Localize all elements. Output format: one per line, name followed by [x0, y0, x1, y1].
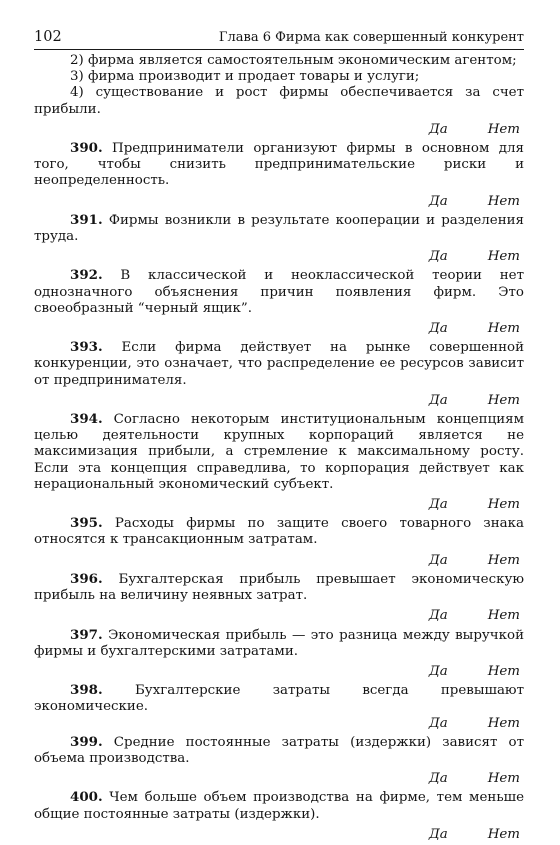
question-397 [34, 627, 524, 660]
answer-yes: Да [428, 392, 448, 408]
question-399 [34, 734, 524, 767]
question-394 [34, 411, 524, 493]
answer-yes: Да [428, 771, 448, 787]
answer-no: Нет [487, 249, 520, 265]
question-number: 399. [70, 733, 103, 750]
question-number: 395. [70, 515, 103, 532]
answer-options [34, 827, 524, 843]
answer-no: Нет [487, 193, 520, 209]
question-number: 393. [70, 339, 103, 356]
question-390 [34, 140, 524, 190]
answer-yes: Да [428, 715, 448, 731]
answer-options [34, 393, 524, 409]
answer-options [34, 553, 524, 569]
question-number: 394. [70, 411, 103, 428]
page-number: 102 [34, 29, 62, 45]
question-number: 391. [70, 211, 103, 228]
answer-options [34, 608, 524, 624]
answer-no: Нет [487, 826, 520, 842]
list-item: 4) существование и рост фирмы обеспечивается за счет прибыли. [34, 85, 524, 117]
question-text: Расходы фирмы по защите своего товарного знака относятся к трансакционным затратам. [34, 516, 524, 548]
answer-no: Нет [487, 608, 520, 624]
answer-options [34, 716, 524, 732]
answer-options [34, 194, 524, 210]
answer-no: Нет [487, 715, 520, 731]
question-text: Предприниматели организуют фирмы в основном для того, чтобы снизить предпринимательские риски и неопределенность. [34, 141, 524, 189]
list-item: 2) фирма является самостоятельным экономическим агентом; [70, 53, 517, 68]
answer-options [34, 249, 524, 265]
list-item: 3) фирма производит и продает товары и услуги; [70, 69, 420, 85]
question-392 [34, 267, 524, 317]
question-text: В классической и неоклассической теории нет однозначного объяснения причин появления фирм. Это своеобразный “черный ящик”. [34, 268, 524, 316]
answer-no: Нет [487, 321, 520, 337]
question-number: 397. [70, 626, 103, 643]
question-text: Чем больше объем производства на фирме, тем меньше общие постоянные затраты (издержки). [34, 790, 524, 822]
question-text: Согласно некоторым институциональным концепциям целью деятельности крупных корпораций является не максимизация прибыли, а стремление к максимальному росту. Если эта концепция справедлива, то корпорация действует как нерациональный экономический субъект. [34, 412, 524, 492]
question-395 [34, 515, 524, 548]
answer-yes: Да [428, 121, 448, 137]
answer-options [34, 122, 524, 138]
answer-no: Нет [487, 552, 520, 568]
question-number: 392. [70, 267, 103, 284]
page-header [34, 29, 524, 50]
answer-yes: Да [428, 497, 448, 513]
answer-no: Нет [487, 392, 520, 408]
answer-yes: Да [428, 321, 448, 337]
question-text: Бухгалтерские затраты всегда превышают экономические. [34, 683, 524, 715]
question-number: 400. [70, 789, 103, 806]
question-text: Фирмы возникли в результате кооперации и разделения труда. [34, 212, 524, 245]
answer-no: Нет [487, 497, 520, 513]
answer-yes: Да [428, 552, 448, 568]
answer-no: Нет [487, 663, 520, 679]
book-page [34, 29, 524, 845]
answer-no: Нет [487, 771, 520, 787]
question-text: Экономическая прибыль — это разница между выручкой фирмы и бухгалтерскими затратами. [34, 627, 524, 659]
answer-no: Нет [487, 121, 520, 137]
answer-options [34, 321, 524, 337]
answer-yes: Да [428, 249, 448, 265]
question-400 [34, 789, 524, 822]
question-text: Средние постоянные затраты (издержки) зависят от объема производства. [34, 734, 524, 766]
question-393 [34, 339, 524, 389]
chapter-title: Глава 6 Фирма как совершенный конкурент [218, 30, 524, 45]
question-398 [34, 682, 524, 715]
page-body [34, 53, 524, 843]
question-number: 396. [70, 570, 103, 587]
question-391 [34, 212, 524, 245]
answer-yes: Да [428, 193, 448, 209]
answer-options [34, 664, 524, 680]
answer-options [34, 497, 524, 513]
question-text: Бухгалтерская прибыль превышает экономическую прибыль на величину неявных затрат. [34, 571, 524, 604]
question-396 [34, 571, 524, 604]
answer-options [34, 771, 524, 787]
question-text: Если фирма действует на рынке совершенной конкуренции, это означает, что распределение ее ресурсов зависит от предпринимателя. [34, 340, 525, 388]
question-number: 398. [70, 682, 103, 699]
answer-yes: Да [428, 663, 448, 679]
question-number: 390. [70, 140, 103, 157]
intro-list [34, 53, 524, 118]
answer-yes: Да [428, 608, 448, 624]
answer-yes: Да [428, 826, 448, 842]
